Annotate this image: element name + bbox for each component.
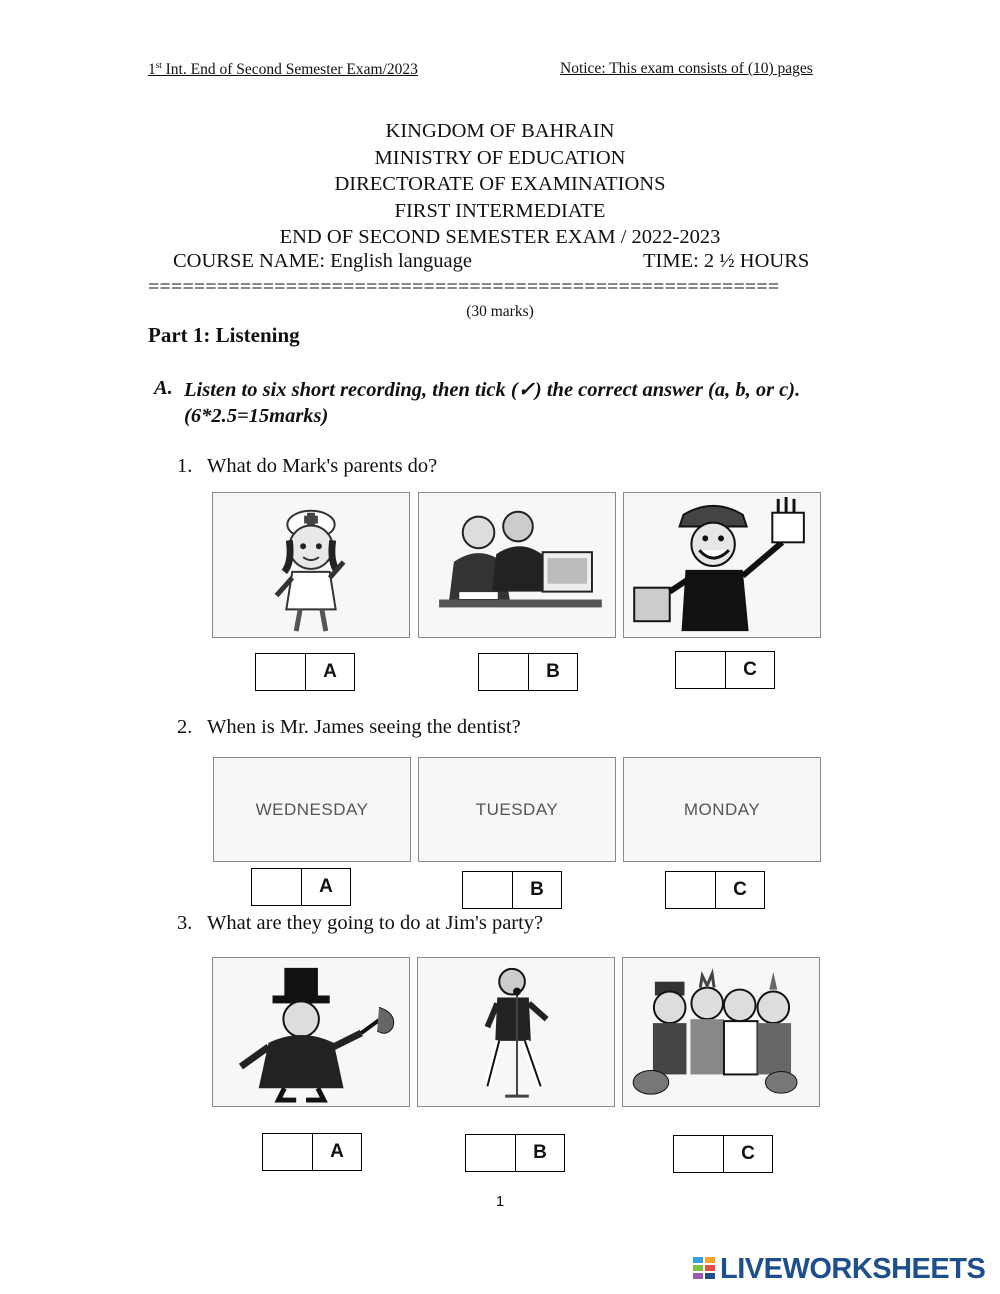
option-image-tuesday	[418, 757, 616, 862]
brand-logo	[692, 1252, 985, 1286]
page-number: 1	[495, 1193, 505, 1210]
course-name: COURSE NAME: English language	[173, 250, 472, 272]
title-directorate: DIRECTORATE OF EXAMINATIONS	[334, 173, 666, 195]
divider-rule: =======================================================	[148, 276, 780, 298]
singer-icon	[418, 958, 614, 1106]
answer-box-q2-b[interactable]	[462, 871, 562, 909]
option-image-costume-children	[622, 957, 820, 1107]
option-image-office-workers	[418, 492, 616, 638]
brand-name: LIVEWORKSHEETS	[720, 1253, 986, 1285]
title-exam: END OF SECOND SEMESTER EXAM / 2022-2023	[279, 226, 721, 248]
exam-time: TIME: 2 ½ HOURS	[643, 250, 810, 272]
answer-box-q3-a[interactable]	[262, 1133, 362, 1171]
answer-box-q3-b[interactable]	[465, 1134, 565, 1172]
title-grade: FIRST INTERMEDIATE	[394, 199, 606, 222]
office-workers-icon	[419, 493, 615, 637]
option-label: C	[741, 1143, 755, 1164]
question-1: 1. What do Mark's parents do?	[177, 455, 438, 477]
total-marks: (30 marks)	[466, 303, 534, 320]
day-label: MONDAY	[683, 799, 761, 819]
painter-icon	[624, 493, 820, 637]
option-label: A	[323, 661, 337, 682]
question-2: 2. When is Mr. James seeing the dentist?	[177, 716, 521, 738]
option-label: A	[330, 1141, 344, 1162]
liveworksheets-logo-icon	[692, 1255, 716, 1283]
option-label: B	[530, 879, 544, 900]
tick-area[interactable]	[252, 869, 302, 905]
instruction-text: Listen to six short recording, then tick (✓) the correct answer (a, b, or c). (6*2.5=15marks)	[184, 379, 801, 427]
option-label: B	[546, 661, 560, 682]
option-label: C	[733, 879, 747, 900]
option-image-magician	[212, 957, 410, 1107]
tick-area[interactable]	[674, 1136, 724, 1172]
magician-icon	[213, 958, 409, 1106]
option-image-monday	[623, 757, 821, 862]
option-label: B	[533, 1142, 547, 1163]
tick-area[interactable]	[676, 652, 726, 688]
option-image-wednesday	[213, 757, 411, 862]
tick-area[interactable]	[256, 654, 306, 690]
header-exam-title: 1st Int. End of Second Semester Exam/2023	[148, 60, 418, 79]
option-image-nurse	[212, 492, 410, 638]
day-label: TUESDAY	[475, 799, 559, 819]
header-notice: Notice: This exam consists of (10) pages	[560, 60, 813, 77]
title-block	[0, 118, 1000, 251]
title-ministry: MINISTRY OF EDUCATION	[374, 146, 626, 169]
answer-box-q2-a[interactable]	[251, 868, 351, 906]
question-3: 3. What are they going to do at Jim's party?	[177, 912, 544, 934]
answer-box-q2-c[interactable]	[665, 871, 765, 909]
option-image-painter	[623, 492, 821, 638]
tick-area[interactable]	[466, 1135, 516, 1171]
answer-box-q1-a[interactable]	[255, 653, 355, 691]
title-kingdom: KINGDOM OF BAHRAIN	[385, 120, 615, 142]
part-title: Part 1: Listening	[148, 323, 300, 347]
tick-area[interactable]	[263, 1134, 313, 1170]
tick-area[interactable]	[463, 872, 513, 908]
instruction-number: A.	[154, 377, 173, 399]
day-label: WEDNESDAY	[255, 799, 369, 819]
option-label: C	[743, 659, 757, 680]
option-label: A	[319, 876, 333, 897]
tick-area[interactable]	[479, 654, 529, 690]
answer-box-q1-b[interactable]	[478, 653, 578, 691]
option-image-singer	[417, 957, 615, 1107]
nurse-icon	[213, 493, 409, 637]
answer-box-q3-c[interactable]	[673, 1135, 773, 1173]
tick-area[interactable]	[666, 872, 716, 908]
answer-box-q1-c[interactable]	[675, 651, 775, 689]
costume-children-icon	[623, 958, 819, 1106]
